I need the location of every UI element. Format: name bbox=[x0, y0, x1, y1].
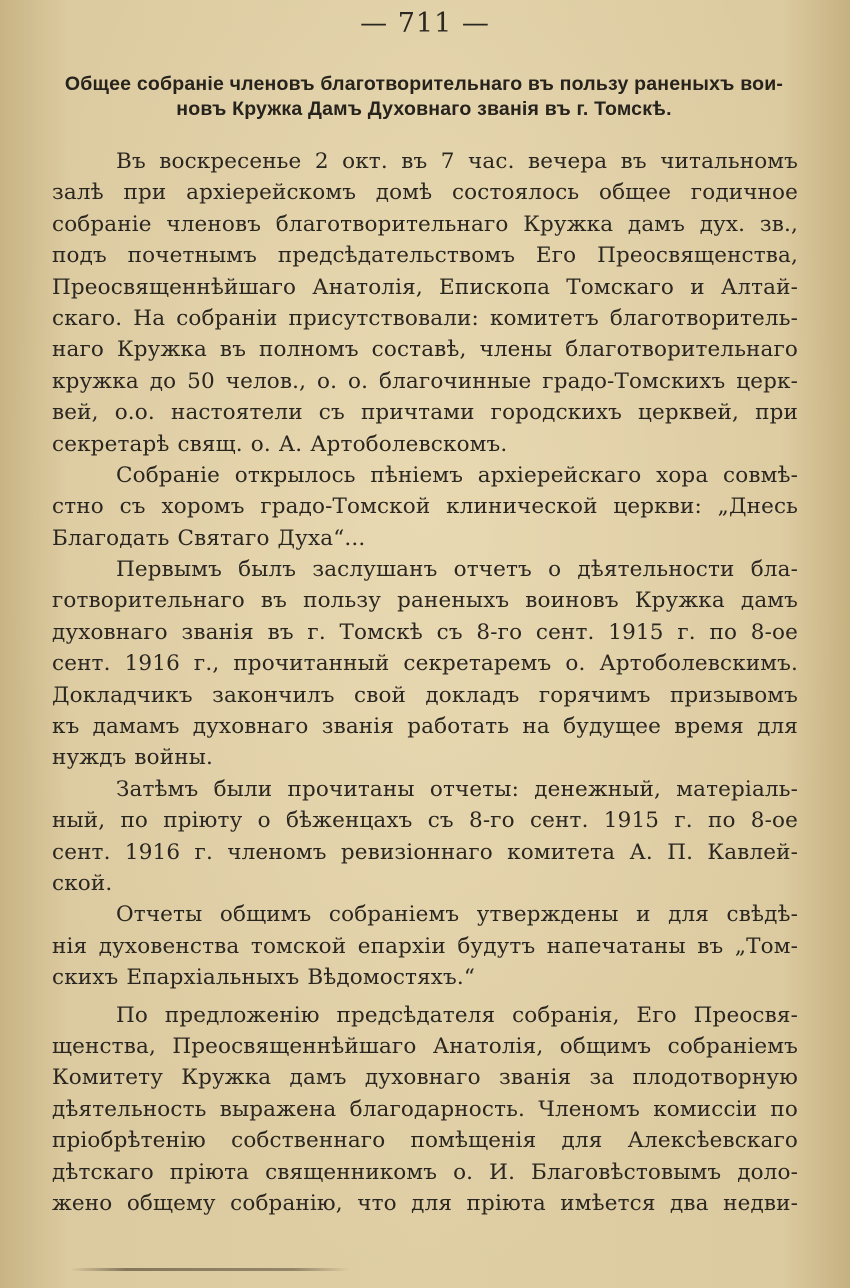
text-line: Преосвященнѣйшаго Анатолія, Епископа Томскаго и Алтай- bbox=[52, 274, 798, 300]
text-line: Затѣмъ были прочитаны отчеты: денежный, матеріаль- bbox=[116, 776, 798, 802]
text-line: нуждъ войны. bbox=[52, 745, 213, 771]
paragraph bbox=[52, 1000, 798, 1220]
text-line: щенства, Преосвященнѣйшаго Анатолія, общимъ собраніемъ bbox=[52, 1033, 798, 1059]
text-line: стно съ хоромъ градо-Томской клинической церкви: „Днесь bbox=[52, 494, 798, 520]
text-line: готворительнаго въ пользу раненыхъ воиновъ Кружка дамъ bbox=[52, 588, 798, 614]
text-line: скаго. На собраніи присутствовали: комитетъ благотворитель- bbox=[52, 305, 798, 331]
text-line: залѣ при архіерейскомъ домѣ состоялось общее годичное bbox=[52, 180, 798, 206]
text-line: жено общему собранію, что для пріюта имѣется два недви- bbox=[52, 1190, 798, 1216]
bottom-rule bbox=[70, 1268, 350, 1271]
text-line: Отчеты общимъ собраніемъ утверждены и для свѣдѣ- bbox=[116, 902, 798, 928]
paragraph bbox=[52, 899, 798, 993]
text-line: скихъ Епархіальныхъ Вѣдомостяхъ.“ bbox=[52, 965, 476, 991]
text-line: ской. bbox=[52, 870, 113, 896]
text-line: духовнаго званія въ г. Томскѣ съ 8-го сент. 1915 г. по 8-ое bbox=[52, 619, 798, 645]
paragraph bbox=[52, 460, 798, 554]
text-line: дѣятельность выражена благодарность. Членомъ комиссіи по bbox=[52, 1096, 798, 1122]
text-line: Докладчикъ закончилъ свой докладъ горячимъ призывомъ bbox=[52, 682, 798, 708]
text-line: подъ почетнымъ предсѣдательствомъ Его Преосвященства, bbox=[52, 243, 798, 269]
paragraph bbox=[52, 146, 798, 460]
text-line: кружка до 50 челов., о. о. благочинные градо-Томскихъ церк- bbox=[52, 368, 798, 394]
text-line: наго Кружка въ полномъ составѣ, члены благотворительнаго bbox=[52, 337, 798, 363]
text-line: ный, по пріюту о бѣженцахъ съ 8-го сент. 1915 г. по 8-ое bbox=[52, 808, 798, 834]
text-line: сент. 1916 г. членомъ ревизіоннаго комитета А. П. Кавлей- bbox=[52, 839, 798, 865]
text-line: къ дамамъ духовнаго званія работать на будущее время для bbox=[52, 714, 798, 740]
text-line: пріобрѣтенію собственнаго помѣщенія для Алексѣевскаго bbox=[52, 1128, 798, 1154]
article-heading bbox=[48, 72, 800, 122]
heading-line: Общее собраніе членовъ благотворительнаго въ пользу раненыхъ вои- bbox=[64, 73, 784, 95]
text-line: Первымъ былъ заслушанъ отчетъ о дѣятельности бла- bbox=[116, 557, 798, 583]
text-line: вей, о.о. настоятели съ причтами городскихъ церквей, при bbox=[52, 400, 798, 426]
text-line: По предложенію предсѣдателя собранія, Его Преосвя- bbox=[116, 1002, 798, 1028]
text-line: собраніе членовъ благотворительнаго Кружка дамъ дух. зв., bbox=[52, 211, 798, 237]
text-line: нія духовенства томской епархіи будутъ напечатаны въ „Том- bbox=[52, 933, 798, 959]
text-line: секретарѣ свящ. о. А. Артоболевскомъ. bbox=[52, 431, 508, 457]
heading-line: новъ Кружка Дамъ Духовнаго званія въ г. Томскѣ. bbox=[176, 98, 672, 120]
text-line: Комитету Кружка дамъ духовнаго званія за плодотворную bbox=[52, 1065, 798, 1091]
paragraph bbox=[52, 554, 798, 774]
text-line: сент. 1916 г., прочитанный секретаремъ о. Артоболевскимъ. bbox=[52, 651, 798, 677]
text-line: Благодать Святаго Духа“... bbox=[52, 525, 366, 551]
article-body bbox=[52, 146, 798, 1219]
text-line: Въ воскресенье 2 окт. въ 7 час. вечера въ читальномъ bbox=[116, 149, 798, 174]
paragraph bbox=[52, 774, 798, 900]
text-line: дѣтскаго пріюта священникомъ о. И. Благовѣстовымъ доло- bbox=[52, 1159, 798, 1185]
text-line: Собраніе открылось пѣніемъ архіерейскаго хора совмѣ- bbox=[116, 462, 798, 488]
page-number: — 711 — bbox=[360, 8, 490, 39]
